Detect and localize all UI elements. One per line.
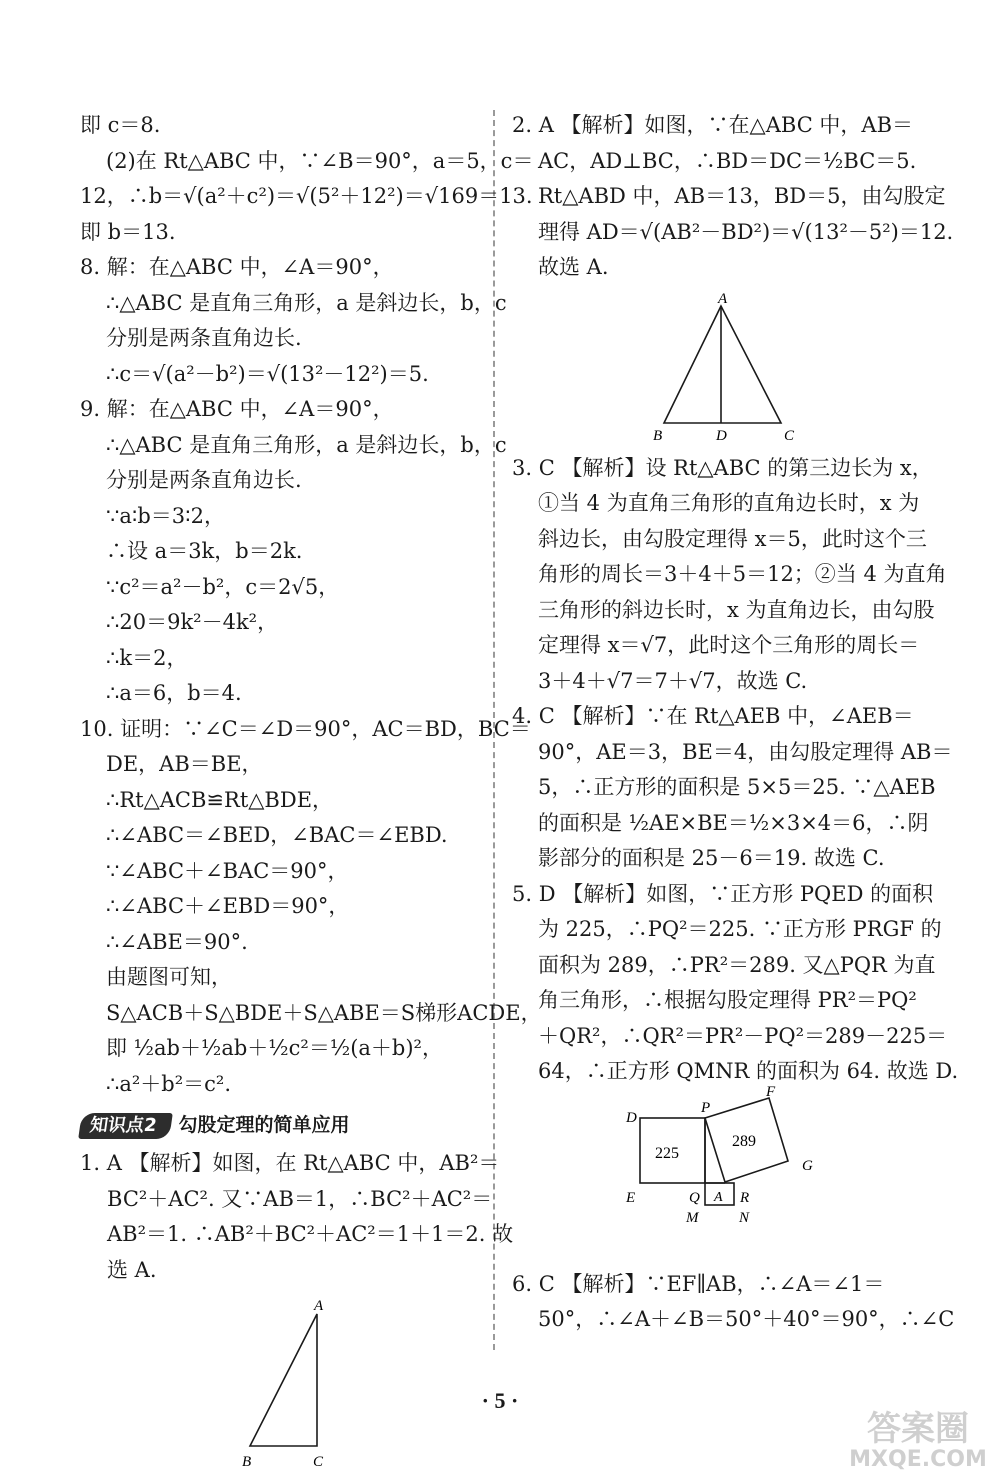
section-heading — [80, 1108, 482, 1144]
section-title: 勾股定理的简单应用 — [178, 1114, 350, 1137]
text-line: 影部分的面积是 25－6＝19. 故选 C. — [538, 846, 885, 870]
text-line: 5，∴正方形的面积是 5×5＝25. ∵△AEB — [538, 775, 936, 799]
text-line: (2)在 Rt△ABC 中，∵∠B＝90°，a＝5，c＝ — [106, 148, 534, 173]
question-2-line: 2. A 【解析】如图，∵在△ABC 中，AB＝ — [512, 113, 914, 137]
knowledge-point-badge: 知识点2 — [78, 1113, 172, 1139]
right-triangle-figure — [242, 1296, 362, 1476]
vertex-label: Q — [689, 1189, 700, 1206]
question-5-line: 5. D 【解析】如图，∵正方形 PQED 的面积 — [512, 881, 934, 906]
text-line: 由题图可知， — [106, 965, 232, 989]
right-column — [512, 108, 959, 1338]
question-3-line: 3. C 【解析】设 Rt△ABC 的第三边长为 x， — [512, 455, 933, 480]
question-8-line: 8. 解：在△ABC 中，∠A＝90°， — [80, 255, 394, 279]
text-line: ∵c²＝a²－b²，c＝2√5， — [106, 574, 340, 599]
vertex-label: B — [653, 427, 663, 444]
text-line: 3＋4＋√7＝7＋√7，故选 C. — [538, 668, 808, 693]
text-line: 分别是两条直角边长. — [106, 468, 302, 492]
watermark-url: MXQE.COM — [849, 1447, 987, 1472]
vertex-label: D — [626, 1109, 637, 1126]
text-line: BC²＋AC². 又∵AB＝1，∴BC²＋AC²＝ — [107, 1186, 493, 1211]
text-line: ∴20＝9k²－4k²， — [106, 610, 279, 634]
vertex-label: M — [686, 1209, 699, 1226]
text-line: ∴△ABC 是直角三角形，a 是斜边长，b，c — [106, 290, 507, 315]
text-line: S△ACB＋S△BDE＋S△ABE＝S梯形ACDE， — [106, 1000, 542, 1025]
area-label: 225 — [655, 1144, 679, 1162]
text-line: ＋QR²，∴QR²＝PR²－PQ²＝289－225＝ — [538, 1023, 948, 1048]
isosceles-triangle-figure — [648, 292, 798, 447]
text-line: 定理得 x＝√7，此时这个三角形的周长＝ — [538, 633, 920, 657]
vertex-label: D — [716, 427, 727, 444]
text-line: 面积为 289，∴PR²＝289. 又△PQR 为直 — [538, 952, 936, 977]
question-10-line: 10. 证明：∵∠C＝∠D＝90°，AC＝BD，BC＝ — [80, 716, 531, 741]
text-line: 理得 AD＝√(AB²－BD²)＝√(13²－5²)＝12. — [538, 219, 954, 244]
vertex-label: C — [784, 427, 795, 444]
text-line: 三角形的斜边长时，x 为直角边长，由勾股 — [538, 597, 935, 622]
text-line: 故选 A. — [538, 255, 609, 279]
text-line: 的面积是 ½AE×BE＝½×3×4＝6，∴阴 — [538, 810, 929, 835]
text-line: AB²＝1. ∴AB²＋BC²＋AC²＝1＋1＝2. 故 — [107, 1222, 514, 1246]
area-label: A — [714, 1189, 723, 1205]
triangle-shape — [664, 306, 781, 423]
text-line: 64，∴正方形 QMNR 的面积为 64. 故选 D. — [538, 1059, 959, 1083]
text-line: ①当 4 为直角三角形的直角边长时，x 为 — [538, 491, 920, 515]
text-line: 斜边长，由勾股定理得 x＝5，此时这个三 — [538, 526, 927, 551]
text-line: ∴a＝6，b＝4. — [106, 681, 242, 705]
text-line: 角三角形，∴根据勾股定理得 PR²＝PQ² — [538, 988, 917, 1012]
vertex-label: A — [314, 1298, 324, 1314]
vertex-label: R — [740, 1189, 750, 1206]
vertex-label: F — [766, 1083, 776, 1100]
text-line: 即 b＝13. — [80, 219, 176, 244]
text-line: 角形的周长＝3＋4＋5＝12；②当 4 为直角 — [538, 562, 947, 586]
vertex-label: C — [313, 1454, 324, 1470]
watermark-text: 答案圈 — [867, 1409, 969, 1449]
triangle-shape — [250, 1314, 317, 1446]
text-line: ∴a²＋b²＝c². — [106, 1071, 232, 1096]
text-line: ∴设 a＝3k，b＝2k. — [106, 539, 303, 563]
text-line: 12，∴b＝√(a²＋c²)＝√(5²＋12²)＝√169＝13. — [80, 184, 533, 208]
text-line: ∵a∶b＝3∶2， — [106, 503, 225, 528]
text-line: 选 A. — [107, 1257, 157, 1282]
question-4-line: 4. C 【解析】∵在 Rt△AEB 中，∠AEB＝ — [512, 704, 914, 728]
text-line: AC，AD⊥BC，∴BD＝DC＝½BC＝5. — [538, 148, 917, 173]
area-label: 289 — [732, 1132, 756, 1150]
text-line: 即 ½ab＋½ab＋½c²＝½(a＋b)²， — [106, 1036, 443, 1060]
text-line: ∴c＝√(a²－b²)＝√(13²－12²)＝5. — [106, 361, 429, 386]
question-6-line: 6. C 【解析】∵EF∥AB，∴∠A＝∠1＝ — [512, 1271, 885, 1296]
text-line: Rt△ABD 中，AB＝13，BD＝5，由勾股定 — [538, 184, 946, 208]
text-line: ∴△ABC 是直角三角形，a 是斜边长，b，c — [106, 432, 507, 457]
vertex-label: P — [701, 1099, 711, 1116]
vertex-label: G — [802, 1157, 813, 1174]
text-line: ∴∠ABC＝∠BED，∠BAC＝∠EBD. — [106, 823, 448, 847]
text-line: ∴k＝2， — [106, 645, 188, 670]
site-watermark — [800, 1400, 1000, 1471]
vertex-label: E — [626, 1189, 636, 1206]
text-line: ∴Rt△ACB≌Rt△BDE， — [106, 787, 334, 812]
question-9-line: 9. 解：在△ABC 中，∠A＝90°， — [80, 397, 394, 421]
text-line: ∵∠ABC＋∠BAC＝90°， — [106, 858, 349, 883]
text-line: 分别是两条直角边长. — [106, 326, 302, 350]
text-line: 为 225，∴PQ²＝225. ∵正方形 PRGF 的 — [538, 917, 942, 941]
question-1-line: 1. A 【解析】如图，在 Rt△ABC 中，AB²＝ — [80, 1151, 500, 1175]
text-line: 即 c＝8. — [80, 113, 161, 137]
text-line: DE，AB＝BE， — [106, 752, 263, 776]
left-column — [80, 108, 542, 1476]
squares-figure — [622, 1083, 832, 1263]
text-line: ∴∠ABE＝90°. — [106, 929, 248, 954]
page-number: · 5 · — [481, 1388, 519, 1413]
vertex-label: N — [739, 1209, 750, 1226]
vertex-label: A — [718, 290, 728, 307]
text-line: ∴∠ABC＋∠EBD＝90°， — [106, 894, 350, 918]
text-line: 50°，∴∠A＋∠B＝50°＋40°＝90°，∴∠C — [538, 1307, 955, 1331]
vertex-label: B — [242, 1454, 252, 1470]
text-line: 90°，AE＝3，BE＝4，由勾股定理得 AB＝ — [538, 739, 953, 764]
